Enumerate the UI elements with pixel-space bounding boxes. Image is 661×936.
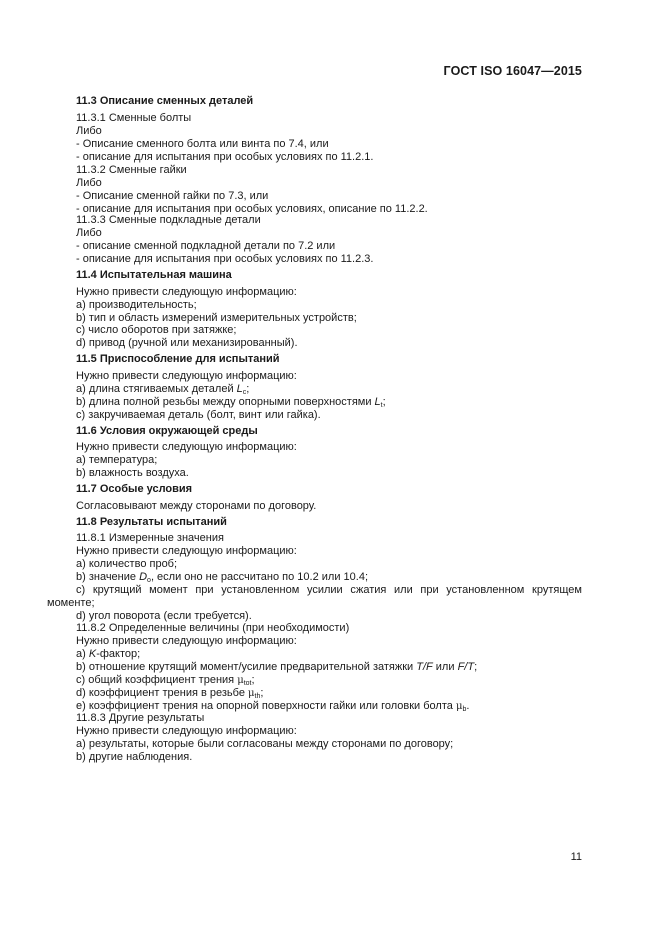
subsection-11-3-1-option-b: - описание для испытания при особых условиях по 11.2.1. <box>76 151 374 163</box>
section-11-7-text: Согласовывают между сторонами по договору. <box>76 500 317 512</box>
subsection-11-8-1-title: 11.8.1 Измеренные значения <box>76 532 224 544</box>
subsection-11-8-2-item-a <box>76 648 140 661</box>
word: установленном <box>446 584 525 596</box>
item-e-end: . <box>466 700 470 712</box>
section-11-4-item-c: c) число оборотов при затяжке; <box>76 324 237 336</box>
subsection-11-3-1-option-a: - Описание сменного болта или винта по 7.4, или <box>76 138 329 150</box>
document-header-id: ГОСТ ISO 16047—2015 <box>443 64 582 78</box>
page-number: 11 <box>570 851 582 863</box>
subsection-11-8-1-item-d: d) угол поворота (если требуется). <box>76 610 252 622</box>
symbol-mu: μ <box>237 675 244 686</box>
item-d-end: ; <box>260 687 264 699</box>
item-b-text: b) длина полной резьбы между опорными поверхностями <box>76 396 375 408</box>
item-c-text: c) общий коэффициент трения <box>76 674 238 686</box>
section-11-5-item-c: c) закручиваемая деталь (болт, винт или гайка). <box>76 409 321 421</box>
item-a-end: ; <box>246 383 250 395</box>
item-b-end: ; <box>382 396 386 408</box>
subscript-o: o <box>147 577 151 584</box>
subsection-11-8-3-intro: Нужно привести следующую информацию: <box>76 725 297 737</box>
word: усилии <box>306 584 343 596</box>
subscript-c: c <box>242 389 247 396</box>
word: крутящем <box>532 584 582 596</box>
word: или <box>394 584 413 596</box>
item-d-text: d) коэффициент трения в резьбе <box>76 687 249 699</box>
word: при <box>195 584 214 596</box>
subscript-tot: tot <box>243 680 252 687</box>
subsection-11-3-1-either: Либо <box>76 125 102 137</box>
item-c-end: ; <box>251 674 255 686</box>
word: c) <box>76 584 86 596</box>
subsection-11-3-2-title: 11.3.2 Сменные гайки <box>76 164 187 176</box>
subsection-11-8-3-item-a: a) результаты, которые были согласованы между сторонами по договору; <box>76 738 454 750</box>
symbol-D: D <box>139 571 148 583</box>
subsection-11-8-2-item-b <box>76 661 477 674</box>
subsection-11-8-1-item-a: a) количество проб; <box>76 558 178 570</box>
section-11-6-title: 11.6 Условия окружающей среды <box>76 425 258 437</box>
subsection-11-8-1-item-c-continued: моменте; <box>47 597 95 609</box>
symbol-mu: μ <box>455 701 463 712</box>
section-11-4-item-b: b) тип и область измерений измерительных устройств; <box>76 312 357 324</box>
subscript-th: th <box>254 693 261 700</box>
section-11-8-title: 11.8 Результаты испытаний <box>76 516 227 528</box>
symbol-K: K <box>88 648 97 660</box>
section-11-6-intro: Нужно привести следующую информацию: <box>76 441 297 453</box>
item-b-text: b) значение <box>76 571 140 583</box>
item-a-label: a) <box>76 648 89 660</box>
symbol-F-over-T: F/T <box>457 661 475 673</box>
section-11-4-title: 11.4 Испытательная машина <box>76 269 232 281</box>
item-e-text: e) коэффициент трения на опорной поверхности гайки или головки болта <box>76 700 456 712</box>
subsection-11-3-2-option-b: - описание для испытания при особых условиях, описание по 11.2.2. <box>76 203 428 215</box>
section-11-4-item-a: a) производительность; <box>76 299 197 311</box>
subsection-11-8-2-intro: Нужно привести следующую информацию: <box>76 635 297 647</box>
subsection-11-8-1-intro: Нужно привести следующую информацию: <box>76 545 297 557</box>
subsection-11-3-3-title: 11.3.3 Сменные подкладные детали <box>76 214 261 226</box>
subsection-11-3-2-option-a: - Описание сменной гайки по 7.3, или <box>76 190 269 202</box>
word: установленном <box>221 584 300 596</box>
symbol-L: L <box>374 396 381 408</box>
item-a-text: a) длина стягиваемых деталей <box>76 383 237 395</box>
subsection-11-8-2-title: 11.8.2 Определенные величины (при необходимости) <box>76 622 350 634</box>
symbol-L: L <box>236 383 243 395</box>
subsection-11-8-3-title: 11.8.3 Другие результаты <box>76 712 205 724</box>
word: сжатия <box>350 584 387 596</box>
item-b-end: ; <box>474 661 478 673</box>
section-11-4-intro: Нужно привести следующую информацию: <box>76 286 297 298</box>
item-b-end: , если оно не рассчитано по 10.2 или 10.4; <box>150 571 368 583</box>
subscript-b: b <box>462 706 467 713</box>
item-a-text: -фактор; <box>96 648 141 660</box>
subsection-11-3-2-either: Либо <box>76 177 102 189</box>
symbol-mu: μ <box>248 688 255 699</box>
subscript-t: t <box>380 402 383 409</box>
section-11-5-title: 11.5 Приспособление для испытаний <box>76 353 280 365</box>
section-11-4-item-d: d) привод (ручной или механизированный). <box>76 337 298 349</box>
subsection-11-3-3-option-a: - описание сменной подкладной детали по 7.2 или <box>76 240 336 252</box>
subsection-11-3-3-either: Либо <box>76 227 102 239</box>
word: крутящий <box>92 584 142 596</box>
word: при <box>420 584 439 596</box>
section-11-6-item-b: b) влажность воздуха. <box>76 467 189 479</box>
subsection-11-8-3-item-b: b) другие наблюдения. <box>76 751 193 763</box>
item-b-text: b) отношение крутящий момент/усилие предварительной затяжки <box>76 661 417 673</box>
section-11-3-title: 11.3 Описание сменных деталей <box>76 95 254 107</box>
subsection-11-3-1-title: 11.3.1 Сменные болты <box>76 112 192 124</box>
word: момент <box>149 584 188 596</box>
section-11-6-item-a: a) температура; <box>76 454 158 466</box>
symbol-T-over-F: T/F <box>416 661 433 673</box>
section-11-7-title: 11.7 Особые условия <box>76 483 193 495</box>
item-b-or: или <box>432 661 458 673</box>
subsection-11-3-3-option-b: - описание для испытания при особых условиях по 11.2.3. <box>76 253 374 265</box>
subsection-11-8-1-item-c <box>76 584 582 597</box>
section-11-5-intro: Нужно привести следующую информацию: <box>76 370 297 382</box>
